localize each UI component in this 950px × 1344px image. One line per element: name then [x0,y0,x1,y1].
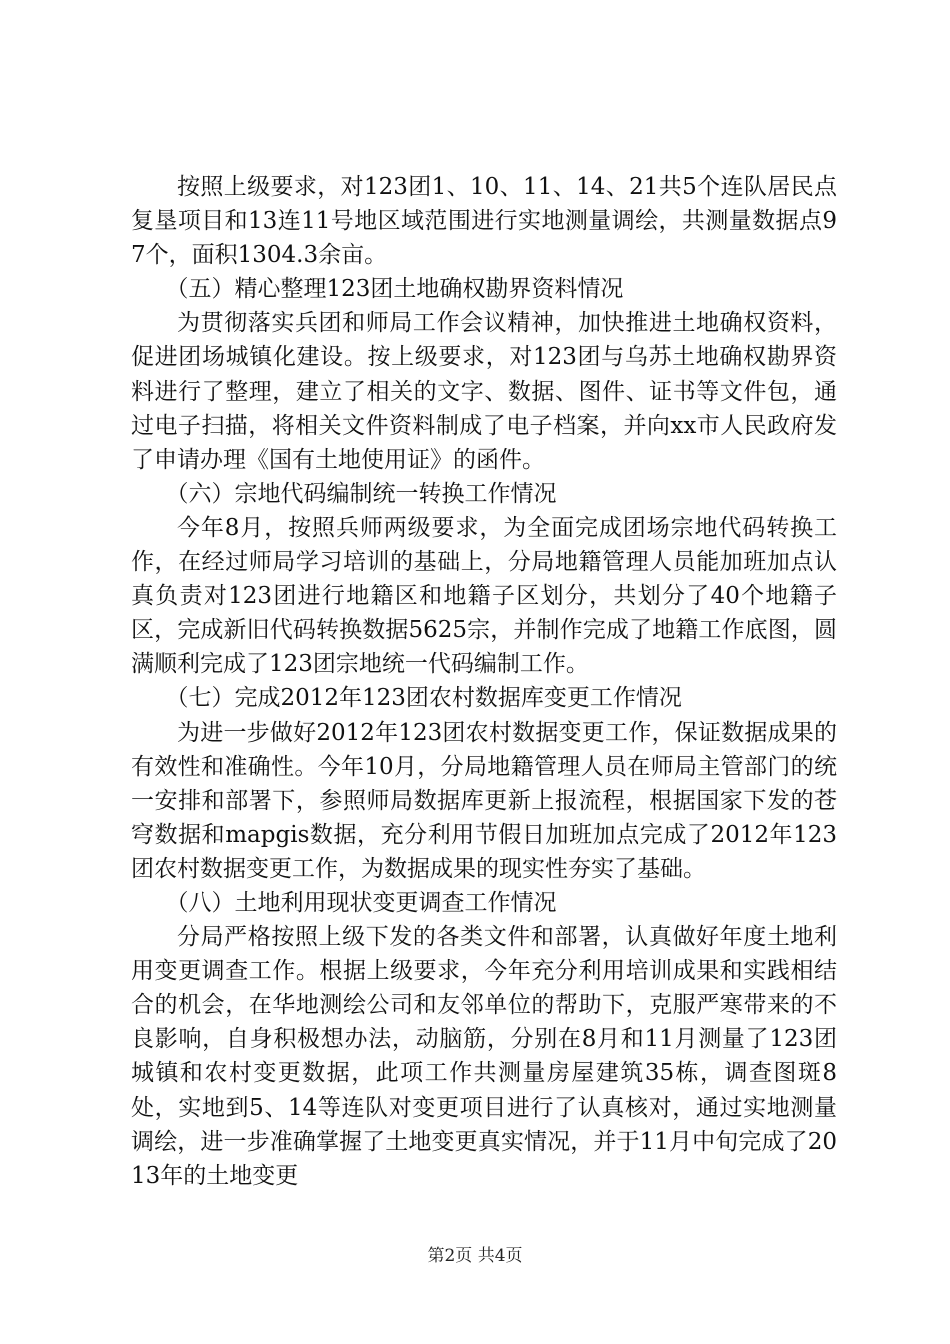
section-heading-5: （五）精心整理123团土地确权勘界资料情况 [165,276,624,303]
body-paragraph: 按照上级要求，对123团1、10、11、14、21共5个连队居民点复垦项目和13连11号地区域范围进行实地测量调绘，共测量数据点97个，面积1304.3余亩。 [131,174,837,269]
body-paragraph: 分局严格按照上级下发的各类文件和部署，认真做好年度土地利用变更调查工作。根据上级要求，今年充分利用培训成果和实践相结合的机会，在华地测绘公司和友邻单位的帮助下，克服严寒带来的不良影响，自身积极想办法，动脑筋，分别在8月和11月测量了123团城镇和农村变更数据，此项工作共测量房屋建筑35栋，调查图斑8处，实地到5、14等连队对变更项目进行了认真核对，通过实地测量调绘，进一步准确掌握了土地变更真实情况，并于11月中旬完成了2013年的土地变更 [131,924,837,1189]
section-heading-8: （八）土地利用现状变更调查工作情况 [165,889,557,916]
section-heading-6: （六）宗地代码编制统一转换工作情况 [165,480,557,507]
section-heading-7: （七）完成2012年123团农村数据库变更工作情况 [165,685,682,712]
body-paragraph: 为进一步做好2012年123团农村数据变更工作，保证数据成果的有效性和准确性。今年10月，分局地籍管理人员在师局主管部门的统一安排和部署下，参照师局数据库更新上报流程，根据国家下发的苍穹数据和mapgis数据，充分利用节假日加班加点完成了2012年123团农村数据变更工作，为数据成果的现实性夯实了基础。 [131,719,837,882]
body-paragraph: 今年8月，按照兵师两级要求，为全面完成团场宗地代码转换工作，在经过师局学习培训的基础上，分局地籍管理人员能加班加点认真负责对123团进行地籍区和地籍子区划分，共划分了40个地籍子区，完成新旧代码转换数据5625宗，并制作完成了地籍工作底图，圆满顺利完成了123团宗地统一代码编制工作。 [131,514,837,678]
body-paragraph: 为贯彻落实兵团和师局工作会议精神，加快推进土地确权资料，促进团场城镇化建设。按上级要求，对123团与乌苏土地确权勘界资料进行了整理，建立了相关的文字、数据、图件、证书等文件包，通过电子扫描，将相关文件资料制成了电子档案，并向xx市人民政府发了申请办理《国有土地使用证》的函件。 [131,310,837,473]
page-footer [0,1241,950,1266]
page-number-label: 第2页 共4页 [427,1246,523,1266]
document-body [131,170,837,1193]
